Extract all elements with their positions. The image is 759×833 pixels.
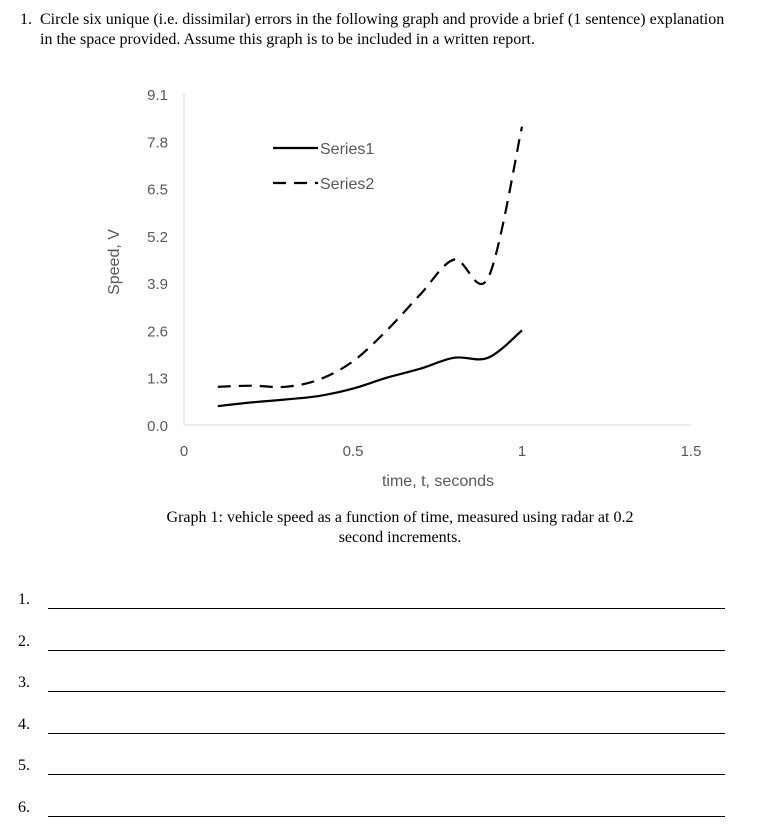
answer-line-number: 3. xyxy=(18,674,30,692)
answer-line[interactable] xyxy=(0,716,759,740)
answer-line[interactable] xyxy=(0,633,759,657)
question-text: Circle six unique (i.e. dissimilar) errors in the following graph and provide a brief (1 sentence) explanation in the space provided. Assume this graph is to be included in a written report. xyxy=(40,11,725,48)
answer-line-number: 6. xyxy=(18,799,30,816)
y-tick-label: 7.8 xyxy=(147,134,168,152)
answer-line[interactable] xyxy=(0,757,759,781)
answer-line[interactable] xyxy=(0,799,759,823)
legend-label: Series2 xyxy=(320,176,375,193)
y-tick-label: 3.9 xyxy=(147,276,168,294)
answer-line-number: 2. xyxy=(18,632,30,650)
y-tick-label: 2.6 xyxy=(147,323,168,341)
graph-caption: Graph 1: vehicle speed as a function of time, measured using radar at 0.2 second increments. xyxy=(166,509,634,546)
chart-axes xyxy=(184,94,691,425)
chart-legend xyxy=(273,141,374,193)
chart-series xyxy=(218,127,522,406)
answer-line-number: 4. xyxy=(18,715,30,733)
y-tick-label: 5.2 xyxy=(147,228,168,246)
answer-rule[interactable] xyxy=(48,816,725,817)
answer-rule[interactable] xyxy=(48,650,725,651)
y-tick-label: 9.1 xyxy=(147,87,168,104)
y-tick-label: 0.0 xyxy=(147,418,168,435)
series-line-2 xyxy=(218,127,522,387)
x-tick-label: 1.5 xyxy=(680,443,702,460)
x-tick-label: 0.5 xyxy=(342,443,364,460)
y-tick-label: 1.3 xyxy=(147,370,168,388)
answer-rule[interactable] xyxy=(48,608,725,609)
answer-line-number: 5. xyxy=(18,757,30,775)
answer-rule[interactable] xyxy=(48,774,725,775)
answer-rule[interactable] xyxy=(48,691,725,692)
question-number: 1. xyxy=(20,11,32,28)
series-line-1 xyxy=(218,330,522,406)
x-tick-label: 0 xyxy=(179,443,189,460)
y-tick-label: 6.5 xyxy=(147,181,168,199)
answer-line[interactable] xyxy=(0,674,759,698)
x-tick-label: 1 xyxy=(517,443,527,460)
y-axis-label: Speed, V xyxy=(106,229,123,295)
x-axis-label: time, t, seconds xyxy=(381,473,495,490)
answer-line-number: 1. xyxy=(18,591,30,608)
answer-line[interactable] xyxy=(0,591,759,615)
x-tick-labels xyxy=(180,443,702,460)
answer-rule[interactable] xyxy=(48,733,725,734)
y-tick-labels xyxy=(147,87,168,435)
legend-label: Series1 xyxy=(320,141,375,158)
